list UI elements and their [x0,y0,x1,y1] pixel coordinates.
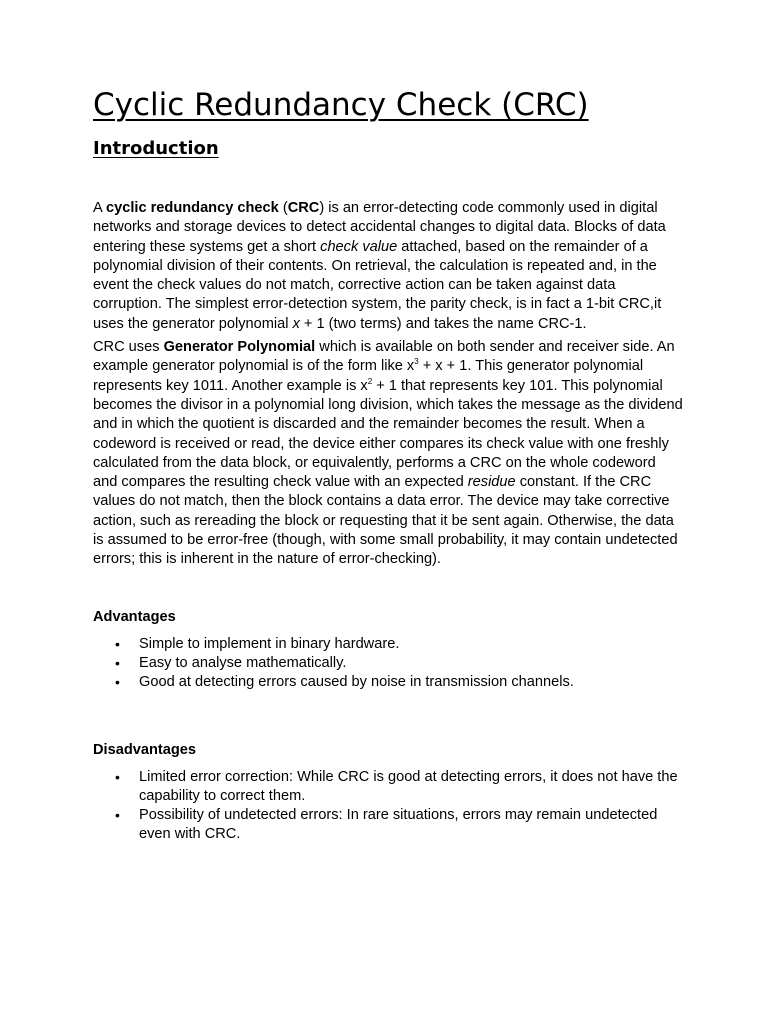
text-run: A [93,200,106,216]
intro-paragraph [93,199,683,334]
list-item [93,768,683,807]
advantages-heading: Advantages [93,608,176,625]
list-item-text: Good at detecting errors caused by noise in transmission channels. [139,674,574,691]
text-run: ( [278,200,288,216]
list-item-text: Possibility of undetected errors: In rare situations, errors may remain undetected even with CRC. [139,807,658,843]
bold-term-cyclic-redundancy-check: cyclic redundancy check [105,200,279,216]
text-run: constant. If the CRC values do not match, then the block contains a data error. The device may take corrective action, such as rereading the block or requesting that it be sent again. Otherwise, the data is assumed to be error-free (though, with some small probability, it may contain undetected errors; this is inherent in the nature of error-checking). [93,474,678,568]
italic-term-x: x [292,315,300,332]
list-item-text: Easy to analyse mathematically. [139,654,347,671]
list-item [93,673,683,692]
list-item [93,654,683,673]
bullet-icon: • [115,654,120,671]
text-run: which is available on both sender and receiver side. An example generator polynomial is of the form like x [93,339,675,375]
list-item-text: Simple to implement in binary hardware. [139,635,400,652]
bold-term-generator-polynomial: Generator Polynomial [163,339,316,356]
disadvantages-list [93,768,683,845]
section-heading-introduction: Introduction [93,138,219,159]
text-run: + 1 that represents key 101. This polynomial becomes the divisor in a polynomial long division, which takes the message as the dividend and in which the quotient is discarded and the remainder becomes the result. When a codeword is received or read, the device either compares its check value with one freshly calculated from the data block, or equivalently, performs a CRC on the whole codeword and compares the resulting check value with an expected [93,377,683,491]
superscript-exponent: 2 [367,376,373,386]
text-run: + 1 (two terms) and takes the name CRC-1. [299,315,587,332]
text-run: + x + 1. This generator polynomial represents key 1011. Another example is x [93,358,644,394]
bullet-icon: • [115,768,120,785]
text-run: attached, based on the remainder of a polynomial division of their contents. On retrieval, the calculation is repeated and, in the event the check values do not match, corrective action can be taken against data corruption. The simplest error-detection system, the parity check, is in fact a 1-bit CRC,it uses the generator polynomial [93,238,662,332]
bullet-icon: • [115,807,120,824]
bold-term-crc: CRC [287,200,320,216]
superscript-exponent: 3 [414,357,419,367]
bullet-icon: • [115,635,120,652]
disadvantages-heading: Disadvantages [93,741,197,758]
italic-term-check-value: check value [320,238,398,255]
list-item [93,635,683,654]
list-item [93,806,683,845]
generator-polynomial-paragraph [93,338,683,570]
document-page [93,84,683,845]
text-run: ) is an error-detecting code commonly used in digital networks and storage devices to detect accidental changes to digital data. Blocks of data entering these systems get a short [93,200,666,255]
advantages-list [93,635,683,693]
document-title: Cyclic Redundancy Check (CRC) [93,87,589,123]
list-item-text: Limited error correction: While CRC is good at detecting errors, it does not have the capability to correct them. [139,768,678,804]
text-run: CRC uses [93,339,164,356]
bullet-icon: • [115,674,120,691]
italic-term-residue: residue [467,474,516,491]
